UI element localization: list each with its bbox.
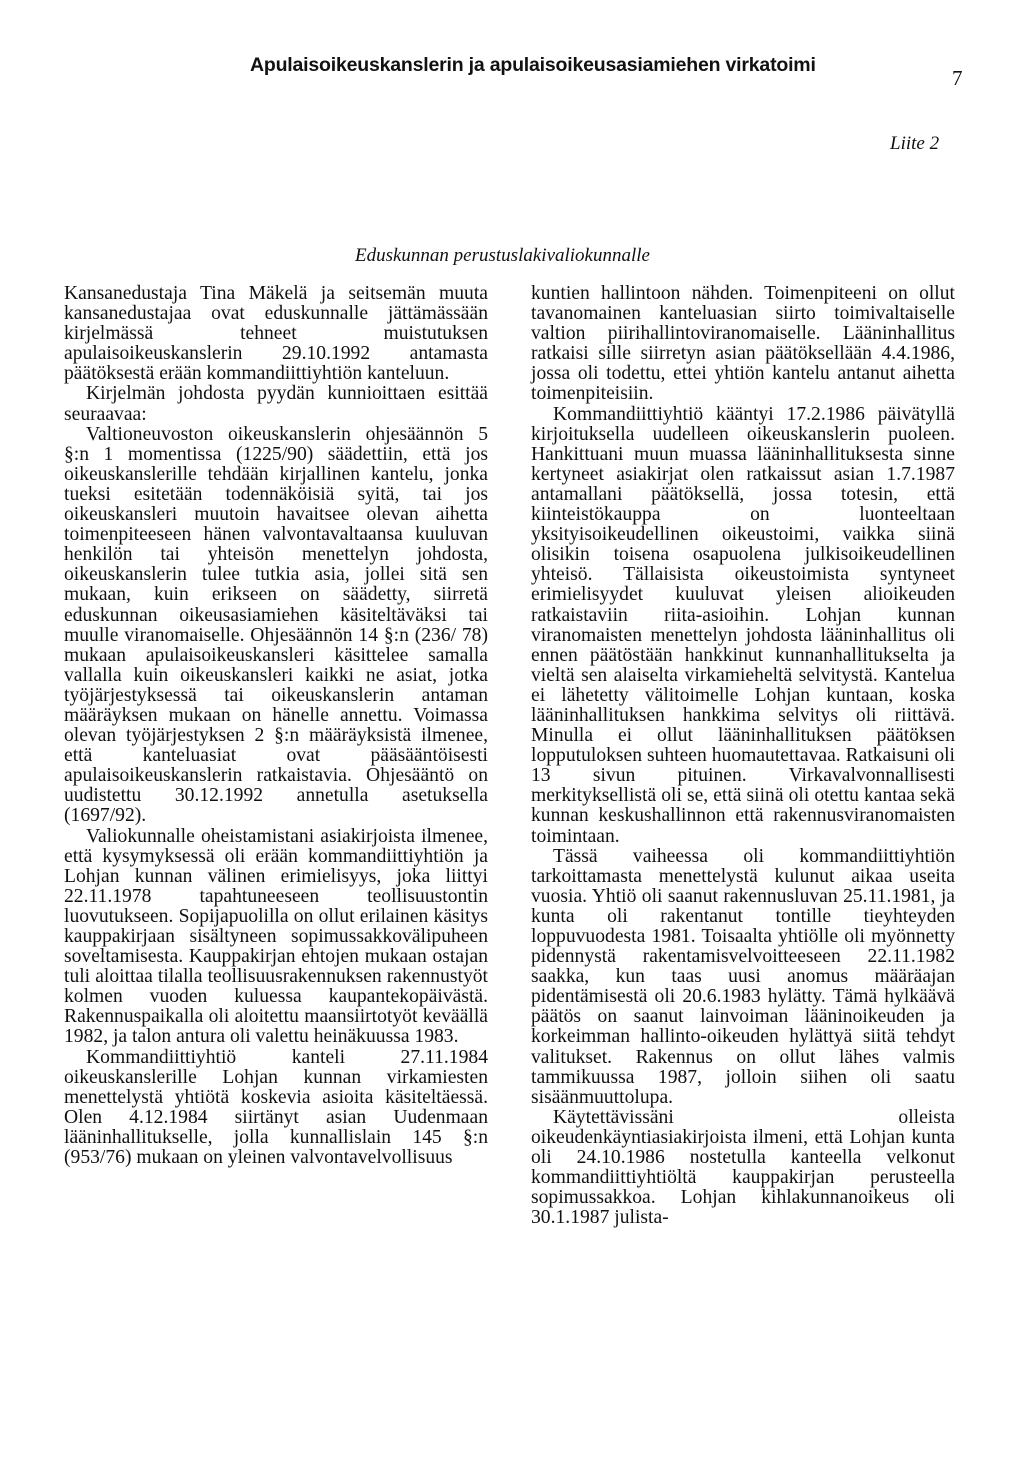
left-text-column [64,284,488,1168]
paragraph: kuntien hallintoon nähden. Toimenpiteeni on ollut tavanomainen kanteluasian siirto toimivaltaiselle valtion piirihallintoviranomaiselle. Lääninhallitus ratkaisi sille siirretyn asian päätöksellään 4.4.1986, jossa oli todettu, ettei yhtiön kantelu antanut aihetta toimenpiteisiin. [531,283,955,405]
paragraph: Kirjelmän johdosta pyydän kunnioittaen esittää seuraavaa: [64,383,488,425]
paragraph: Valtioneuvoston oikeuskanslerin ohjesäännön 5 §:n 1 momentissa (1225/90) säädettiin, että jos oikeuskanslerille tehdään kirjallinen kantelu, jonka tueksi esitetään todennäköisiä syitä, tai jos oikeuskansleri muutoin havaitsee olevan aihetta toimenpiteeseen hänen valvontavaltaansa kuuluvan henkilön tai yhteisön menettelyn johdosta, oikeuskanslerin tulee tutkia asia, jollei sitä sen mukaan, kuin erikseen on säädetty, siirretä eduskunnan oikeusasiamiehen käsiteltäväksi tai muulle viranomaiselle. Ohjesäännön 14 §:n (236/ 78) mukaan apulaisoikeuskansleri käsittelee samalla vallalla kuin oikeuskansleri kaikki ne asiat, jotka työjärjestyksessä tai oikeuskanslerin antaman määräyksen mukaan on hänelle annettu. Voimassa olevan työjärjestyksen 2 §:n määräyksistä ilmenee, että kanteluasiat ovat pääsääntöisesti apulaisoikeuskanslerin ratkaistavia. Ohjesääntö on uudistettu 30.12.1992 annetulla asetuksella (1697/92). [64,423,488,827]
right-text-column [531,284,955,1228]
paragraph: Kommandiittiyhtiö kääntyi 17.2.1986 päivätyllä kirjoituksella uudelleen oikeuskanslerin puoleen. Hankittuani muun muassa lääninhallituksesta sinne kertyneet asiakirjat olen ratkaissut asian 1.7.1987 antamallani päätöksellä, jossa totesin, että kiinteistökauppa on luonteeltaan yksityisoikeudellinen oikeustoimi, vaikka siinä olisikin toisena osapuolena julkisoikeudellinen yhteisö. Tällaisista oikeustoimista syntyneet erimielisyydet kuuluvat yleisen alioikeuden ratkaistaviin riita-asioihin. Lohjan kunnan viranomaisten menettelyn johdosta lääninhallitus oli ennen päätöstään hankkinut kunnanhallitukselta ja vieltä sen alaiselta virkamieheltä selvitystä. Kantelua ei lähetetty välitoimelle Lohjan kuntaan, koska lääninhallituksen hankkima selvitys oli riittävä. Minulla ei ollut lääninhallituksen päätöksen lopputuloksen suhteen huomautettavaa. Ratkaisuni oli 13 sivun pituinen. Virkavalvonnallisesti merkityksellistä oli se, että siinä oli otettu kantaa sekä kunnan keskushallinnon että rakennusviranomaisten toimintaan. [531,403,955,847]
paragraph: Tässä vaiheessa oli kommandiittiyhtiön tarkoittamasta menettelystä kulunut aikaa useita vuosia. Yhtiö oli saanut rakennusluvan 25.11.1981, ja kunta oli rakentanut tontille tieyhteyden loppuvuodesta 1981. Toisaalta yhtiölle oli myönnetty pidennystä rakentamisvelvoitteeseen 22.11.1982 saakka, kun taas uusi anomus määräajan pidentämisestä oli 20.6.1983 hylätty. Tämä hylkäävä päätös on saanut lainvoiman lääninoikeuden ja korkeimman hallinto-oikeuden hylättyä siitä tehdyt valitukset. Rakennus on ollut lähes valmis tammikuussa 1987, jolloin siihen oli saatu sisäänmuuttolupa. [531,845,955,1108]
running-title: Apulaisoikeuskanslerin ja apulaisoikeusasiamiehen virkatoimi [250,54,816,76]
paragraph: Kommandiittiyhtiö kanteli 27.11.1984 oikeuskanslerille Lohjan kunnan virkamiesten menettelystä yhtiötä koskevia asioita käsiteltäessä. Olen 4.12.1984 siirtänyt asian Uudenmaan lääninhallitukselle, jolla kunnallislain 145 §:n (953/76) mukaan on yleinen valvontavelvollisuus [64,1046,488,1169]
appendix-label: Liite 2 [890,133,940,154]
addressee-heading: Eduskunnan perustuslakivaliokunnalle [355,245,650,266]
page-number: 7 [952,66,963,90]
paragraph: Käytettävissäni olleista oikeudenkäyntiasiakirjoista ilmeni, että Lohjan kunta oli 24.10.1986 nostetulla kanteella velkonut kommandiittiyhtiöltä kauppakirjan perusteella sopimussakkoa. Lohjan kihlakunnanoikeus oli 30.1.1987 julista- [531,1106,955,1229]
paragraph: Valiokunnalle oheistamistani asiakirjoista ilmenee, että kysymyksessä oli erään kommandiittiyhtiön ja Lohjan kunnan välinen erimielisyys, joka liittyi 22.11.1978 tapahtuneeseen teollisuustontin luovutukseen. Sopijapuolilla on ollut erilainen käsitys kauppakirjaan sisältyneen sopimussakkovälipuheen soveltamisesta. Kauppakirjan ehtojen mukaan ostajan tuli aloittaa tilalla teollisuusrakennuksen rakennustyöt kolmen vuoden kuluessa kaupantekopäivästä. Rakennuspaikalla oli aloitettu maansiirtotyöt keväällä 1982, ja talon antura oli valettu heinäkuussa 1983. [64,825,488,1048]
paragraph: Kansanedustaja Tina Mäkelä ja seitsemän muuta kansanedustajaa ovat eduskunnalle jättämässään kirjelmässä tehneet muistutuksen apulaisoikeuskanslerin 29.10.1992 antamasta päätöksestä erään kommandiittiyhtiön kanteluun. [64,283,488,385]
